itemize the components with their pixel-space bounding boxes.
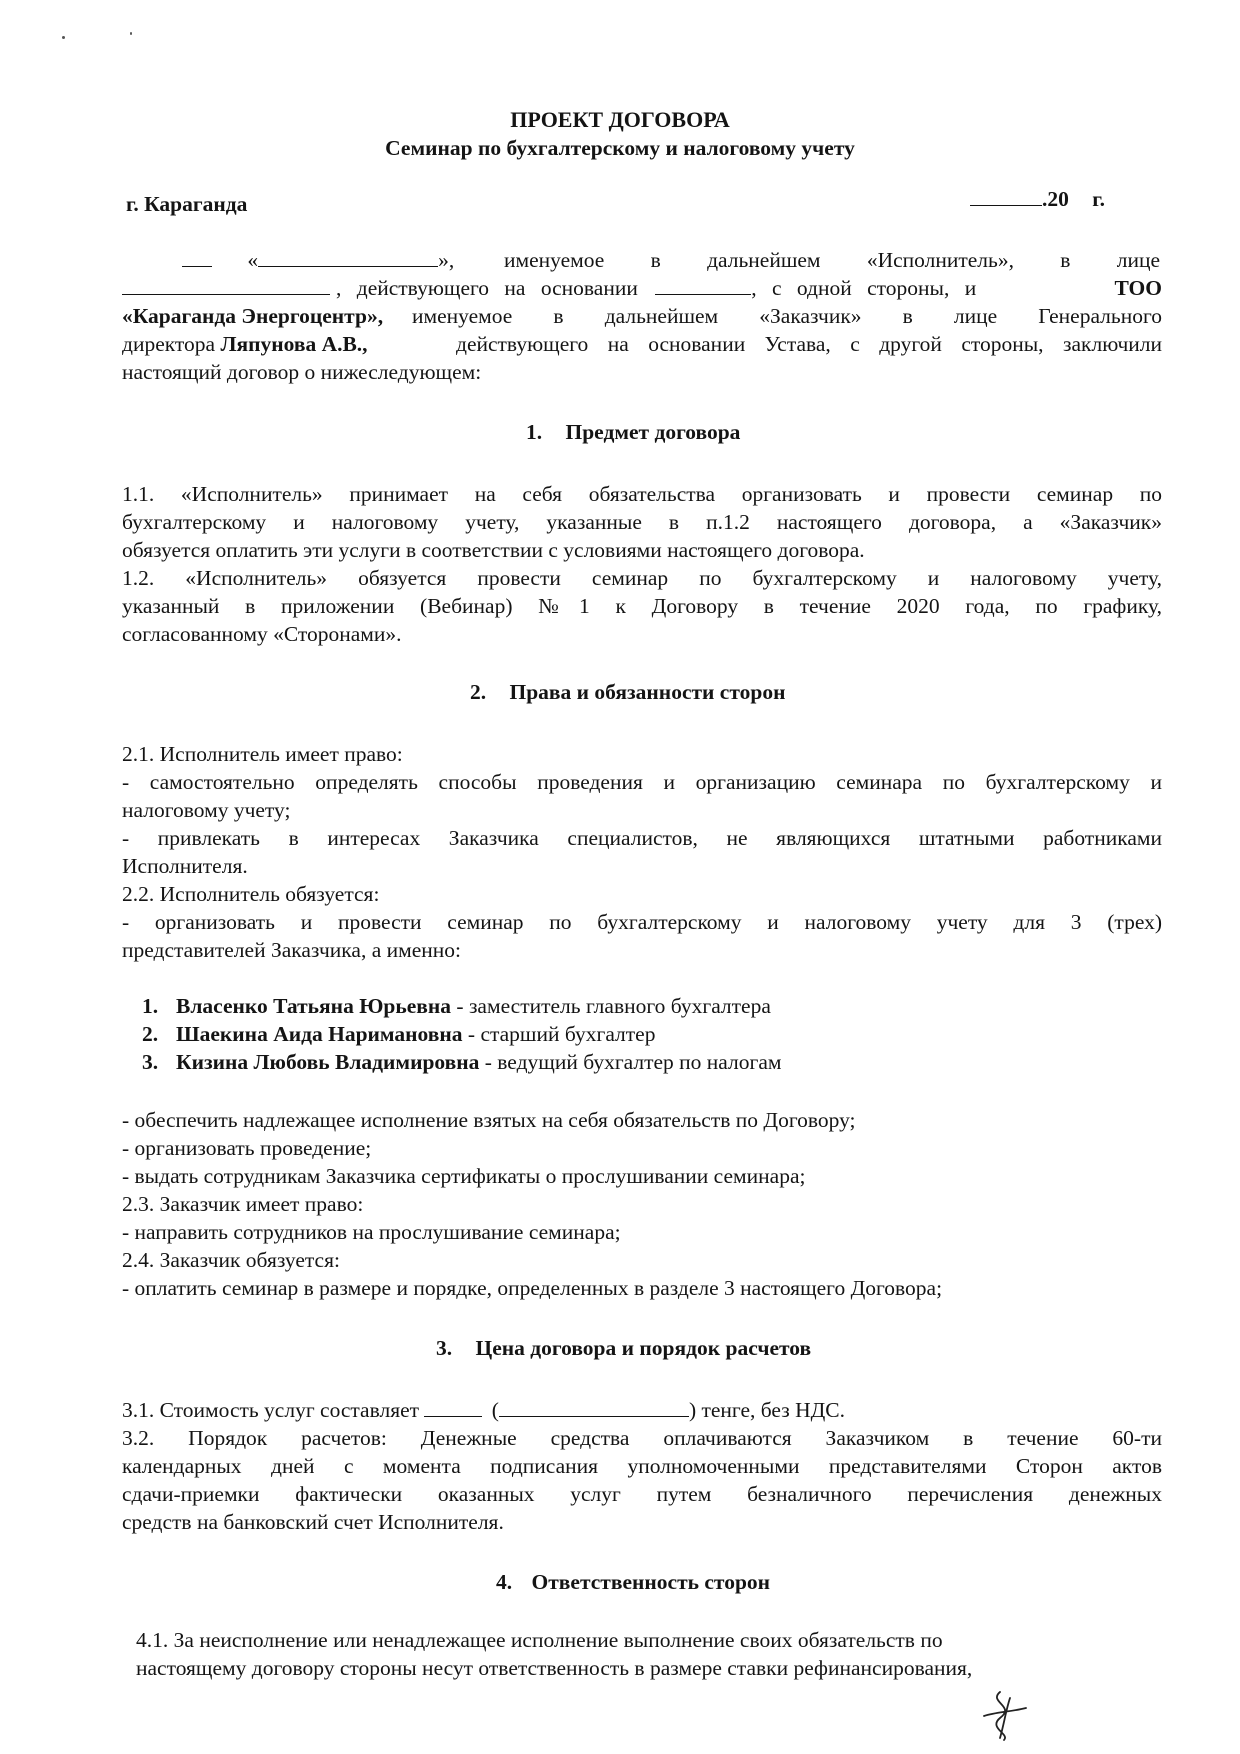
s2-line-7: - организовать и провести семинар по бухгалтерскому и налоговому учету для 3 (трех) (122, 910, 1162, 934)
s2b-line-1: - обеспечить надлежащее исполнение взятых на себя обязательств по Договору; (122, 1108, 856, 1132)
list-item (142, 994, 771, 1018)
date-suffix: г. (1092, 187, 1105, 211)
p11-line-3: обязуется оплатить эти услуги в соответствии с условиями настоящего договора. (122, 538, 865, 562)
intro-line-3-text: именуемое в дальнейшем «Заказчик» в лице Генерального (412, 304, 1162, 328)
s2-line-2: - самостоятельно определять способы проведения и организацию семинара по бухгалтерскому и (122, 770, 1162, 794)
intro-line-2-tail: , с одной стороны, и (751, 276, 977, 300)
representative-blank (122, 276, 330, 295)
intro-line-4-b: действующего на основании Устава, с другой стороны, заключили (456, 332, 1162, 356)
date-day-blank (970, 187, 990, 206)
list-item-role: - старший бухгалтер (462, 1022, 656, 1046)
p32-line-1: 3.2. Порядок расчетов: Денежные средства оплачиваются Заказчиком в течение 60-ти (122, 1426, 1162, 1450)
list-item-number: 1. (142, 994, 159, 1018)
p12-line-1: 1.2. «Исполнитель» обязуется провести семинар по бухгалтерскому и налоговому учету, (122, 566, 1162, 590)
section-1-number: 1. (526, 420, 543, 444)
s2-line-6: 2.2. Исполнитель обязуется: (122, 882, 380, 906)
list-item (142, 1050, 781, 1074)
intro-line-1-rest: именуемое в дальнейшем «Исполнитель», в лице (504, 248, 1160, 272)
s2b-line-4: 2.3. Заказчик имеет право: (122, 1192, 364, 1216)
city-label: г. Караганда (126, 192, 248, 216)
p41-line-2: настоящему договору стороны несут ответственность в размере ставки рефинансирования, (136, 1656, 973, 1680)
section-3-number: 3. (436, 1336, 453, 1360)
p11-line-2: бухгалтерскому и налоговому учету, указанные в п.1.2 настоящего договора, а «Заказчик» (122, 510, 1162, 534)
date-month-blank (990, 187, 1042, 206)
quote-open: « (247, 248, 259, 272)
s2b-line-2: - организовать проведение; (122, 1136, 372, 1160)
executor-name-blank (258, 248, 438, 267)
s2b-line-7: - оплатить семинар в размере и порядке, определенных в разделе 3 настоящего Договора; (122, 1276, 943, 1300)
list-item-role: - ведущий бухгалтер по налогам (479, 1050, 782, 1074)
date-field (970, 187, 1105, 211)
price-words-blank (499, 1398, 689, 1417)
intro-line-5: настоящий договор о нижеследующем: (122, 360, 482, 384)
intro-line-1 (182, 248, 454, 272)
list-item-number: 3. (142, 1050, 159, 1074)
document-title: ПРОЕКТ ДОГОВОРА (510, 107, 730, 132)
p11-line-1: 1.1. «Исполнитель» принимает на себя обязательства организовать и провести семинар по (122, 482, 1162, 506)
p12-line-2: указанный в приложении (Вебинар) №1 к Договору в течение 2020 года, по графику, (122, 594, 1162, 618)
s2-line-8: представителей Заказчика, а именно: (122, 938, 462, 962)
section-3-heading (436, 1336, 811, 1360)
section-4-number: 4. (496, 1570, 513, 1594)
intro-line-2-bold: ТОО (1114, 276, 1162, 300)
intro-line-2-text: , действующего на основании (336, 276, 638, 300)
section-1-heading (526, 420, 740, 444)
customer-name: «Караганда Энергоцентр», (122, 304, 384, 328)
p32-line-2: календарных дней с момента подписания уполномоченными представителями Сторон актов (122, 1454, 1162, 1478)
s2b-line-5: - направить сотрудников на прослушивание семинара; (122, 1220, 621, 1244)
p32-line-4: средств на банковский счет Исполнителя. (122, 1510, 504, 1534)
intro-line-3 (122, 304, 1162, 328)
scan-speck (62, 36, 65, 39)
list-item-number: 2. (142, 1022, 159, 1046)
p31-text-a: 3.1. Стоимость услуг составляет (122, 1398, 420, 1422)
price-number-blank (424, 1398, 482, 1417)
section-3-title: Цена договора и порядок расчетов (475, 1336, 812, 1360)
section-4-heading (496, 1570, 770, 1594)
s2-line-3: налоговому учету; (122, 798, 291, 822)
p41-line-1: 4.1. За неисполнение или ненадлежащее исполнение выполнение своих обязательств по (136, 1628, 943, 1652)
section-2-heading (470, 680, 785, 704)
basis-blank (655, 276, 751, 295)
document-subtitle: Семинар по бухгалтерскому и налоговому учету (385, 136, 855, 160)
date-year: .20 (1042, 187, 1069, 211)
list-item-role: - заместитель главного бухгалтера (451, 994, 771, 1018)
list-item (142, 1022, 655, 1046)
s2-line-4: - привлекать в интересах Заказчика специалистов, не являющихся штатными работниками (122, 826, 1162, 850)
p12-line-3: согласованному «Сторонами». (122, 622, 402, 646)
s2-line-1: 2.1. Исполнитель имеет право: (122, 742, 403, 766)
party-blank (182, 248, 212, 267)
p31-text-c: ) тенге, без НДС. (688, 1398, 845, 1422)
section-2-title: Права и обязанности сторон (509, 680, 786, 704)
quote-close: », (438, 248, 455, 272)
director-name: Ляпунова А.В., (220, 332, 368, 356)
s2-line-5: Исполнителя. (122, 854, 248, 878)
scan-speck (130, 32, 132, 35)
s2b-line-6: 2.4. Заказчик обязуется: (122, 1248, 340, 1272)
intro-line-4 (122, 332, 1162, 356)
section-4-title: Ответственность сторон (531, 1570, 771, 1594)
p32-line-3: сдачи-приемки фактически оказанных услуг путем безналичного перечисления денежных (122, 1482, 1162, 1506)
s2b-line-3: - выдать сотрудникам Заказчика сертификаты о прослушивании семинара; (122, 1164, 806, 1188)
p31-line (122, 1398, 845, 1422)
p31-text-b: ( (491, 1398, 499, 1422)
list-item-name: Шаекина Аида Наримановна (176, 1022, 463, 1046)
section-2-number: 2. (470, 680, 487, 704)
list-item-name: Власенко Татьяна Юрьевна (176, 994, 452, 1018)
signature-mark (970, 1688, 1040, 1744)
intro-line-4-a: директора (122, 332, 216, 356)
section-1-title: Предмет договора (565, 420, 741, 444)
list-item-name: Кизина Любовь Владимировна (176, 1050, 480, 1074)
intro-line-2 (122, 276, 1162, 300)
